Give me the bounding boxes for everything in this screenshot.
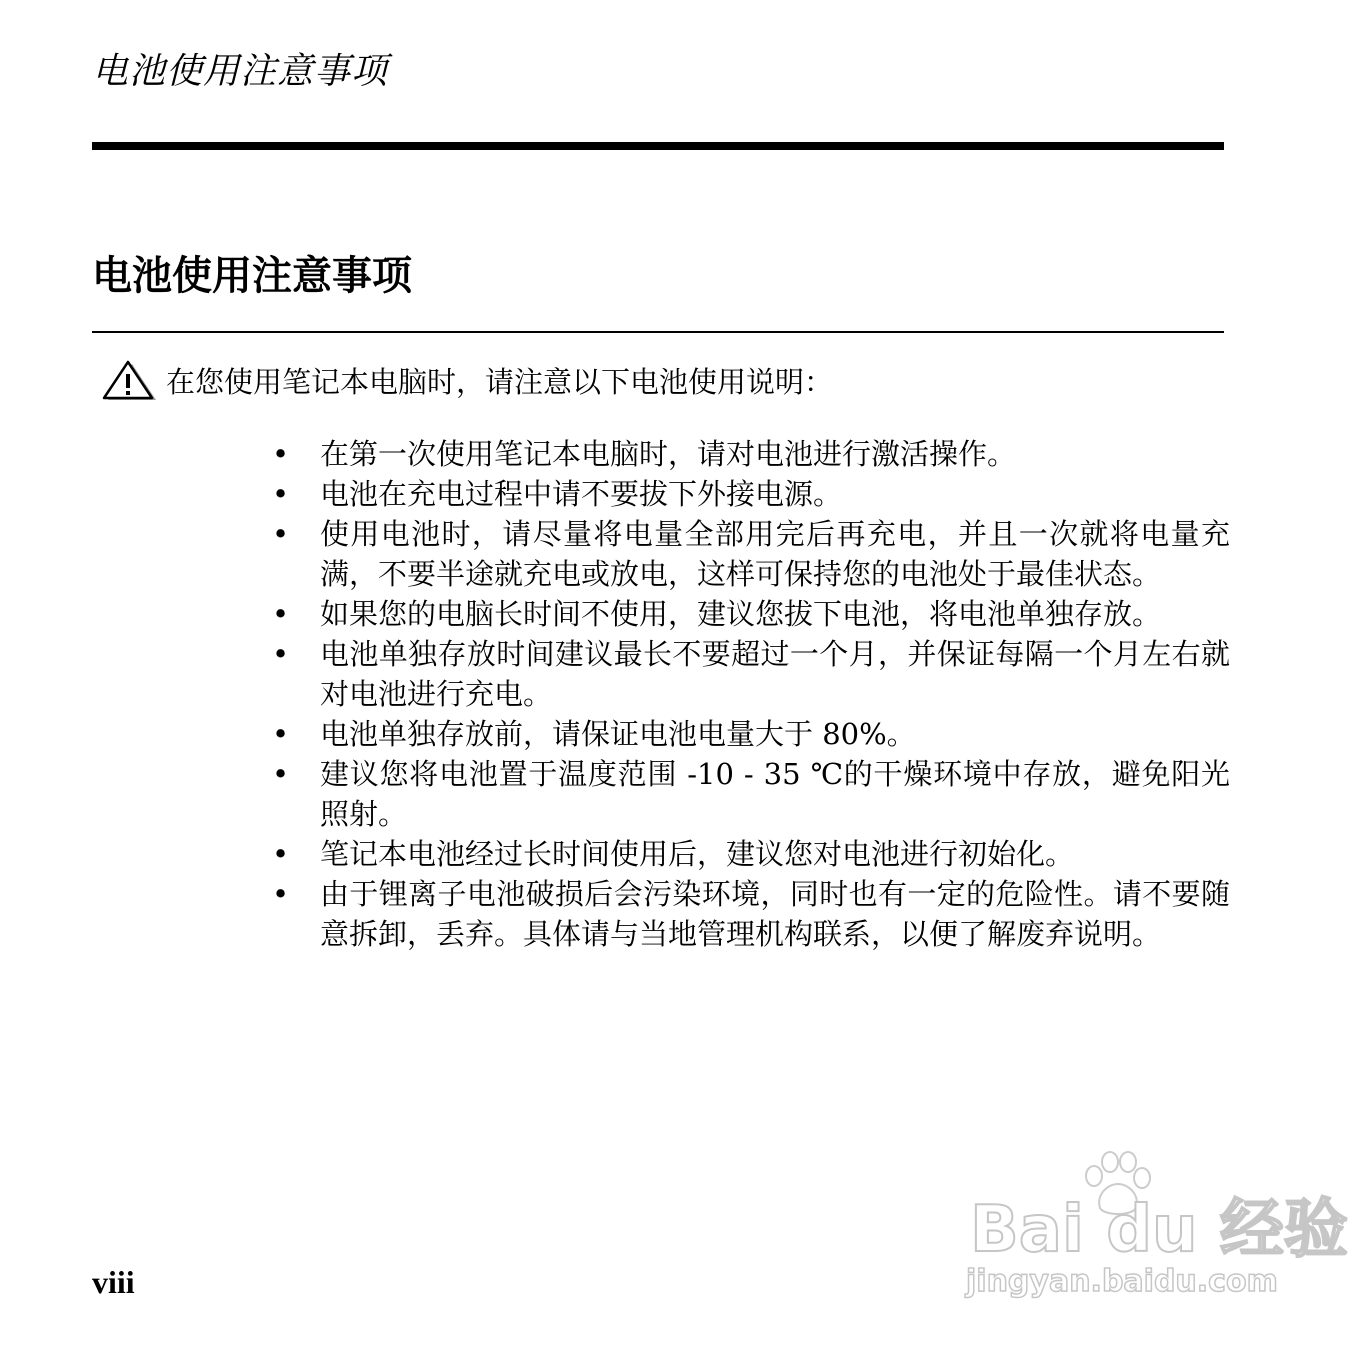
list-item: [270, 834, 1230, 874]
running-header-title: 电池使用注意事项: [92, 51, 389, 92]
bullet-marker: •: [272, 597, 290, 631]
bullet-marker: •: [272, 757, 290, 791]
header-divider-thick: [92, 142, 1224, 150]
page-number: viii: [92, 1264, 135, 1300]
list-item: [270, 434, 1230, 474]
list-item: [270, 874, 1230, 954]
battery-precautions-list: [270, 434, 1230, 954]
list-item-text: 使用电池时，请尽量将电量全部用完后再充电，并且一次就将电量充满，不要半途就充电或放电，这样可保持您的电池处于最佳状态。: [320, 517, 1230, 591]
list-item-text: 笔记本电池经过长时间使用后，建议您对电池进行初始化。: [320, 837, 1075, 871]
bullet-marker: •: [272, 477, 290, 511]
warning-triangle-icon: [102, 360, 158, 404]
bullet-marker: •: [272, 637, 290, 671]
list-item-text: 由于锂离子电池破损后会污染环境，同时也有一定的危险性。请不要随意拆卸，丢弃。具体请与当地管理机构联系，以便了解废弃说明。: [320, 877, 1230, 951]
list-item: [270, 754, 1230, 834]
list-item: [270, 514, 1230, 594]
list-item-text: 电池单独存放时间建议最长不要超过一个月，并保证每隔一个月左右就对电池进行充电。: [320, 637, 1230, 711]
list-item-text: 电池单独存放前，请保证电池电量大于 80%。: [320, 717, 916, 751]
list-item-text: 在第一次使用笔记本电脑时，请对电池进行激活操作。: [320, 437, 1017, 471]
list-item-text: 建议您将电池置于温度范围 -10 - 35 ℃的干燥环境中存放，避免阳光照射。: [320, 757, 1230, 831]
list-item-text: 电池在充电过程中请不要拔下外接电源。: [320, 477, 843, 511]
bullet-marker: •: [272, 877, 290, 911]
battery-notice: [102, 358, 833, 406]
notice-text: 在您使用笔记本电脑时，请注意以下电池使用说明：: [166, 365, 834, 399]
section-divider-thin: [92, 331, 1224, 333]
section-title: 电池使用注意事项: [92, 253, 412, 299]
list-item-text: 如果您的电脑长时间不使用，建议您拔下电池，将电池单独存放。: [320, 597, 1162, 631]
list-item: [270, 474, 1230, 514]
list-item: [270, 634, 1230, 714]
bullet-marker: •: [272, 837, 290, 871]
watermark-url: jingyan.baidu.com: [966, 1264, 1278, 1299]
watermark-logo-text: Bai du 经验: [970, 1193, 1348, 1267]
bullet-marker: •: [272, 517, 290, 551]
baidu-jingyan-watermark: [960, 1150, 1348, 1320]
list-item: [270, 594, 1230, 634]
list-item: [270, 714, 1230, 754]
bullet-marker: •: [272, 717, 290, 751]
bullet-marker: •: [272, 437, 290, 471]
